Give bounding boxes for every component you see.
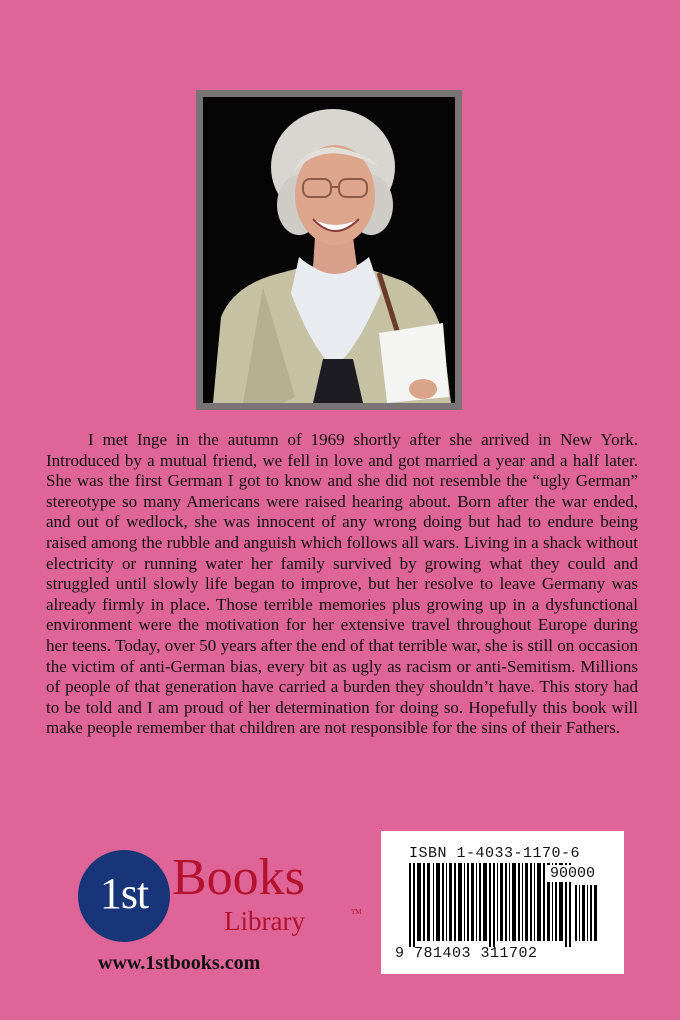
logo-books-text: Books: [172, 849, 305, 906]
logo-library-text: Library: [224, 906, 305, 936]
author-portrait-image: [203, 97, 455, 403]
logo-trademark: TM: [351, 908, 362, 916]
logo-circle-1st: 1st: [78, 850, 170, 942]
publisher-website: www.1stbooks.com: [98, 952, 261, 974]
author-photo: [203, 97, 455, 403]
back-cover-blurb: I met Inge in the autumn of 1969 shortly after she arrived in New York. Introduced by a mutual friend, we fell in love and got married a year and a half later. She was the first German I got to know and she did not resemble the “ugly German” stereotype so many Americans were raised hearing about. Born after the war ended, and out of wedlock, she was innocent of any wrong doing but had to endure being raised among the rubble and anguish which follows all wars. Living in a shack without electricity or running water her family survived by growing what they could and struggled until slowly life began to improve, but her resolve to leave Germany was already firmly in place. Those terrible memories plus growing up in a dysfunctional environment were the motivation for her extensive travel throughout Europe during her teens. Today, over 50 years after the end of that terrible war, she is still on occasion the victim of anti-German bias, every bit as ugly as racism or anti-Semitism. Millions of people of that generation have carried a burden they shouldn’t have. This story had to be told and I am proud of her determination for doing so. Hopefully this book will make people remember that children are not responsible for the sins of their Fathers.: [46, 430, 638, 738]
author-photo-frame: [196, 90, 462, 410]
isbn-barcode-box: [381, 831, 624, 974]
isbn-number: ISBN 1-4033-1170-6: [409, 845, 581, 862]
ean-digits: 9 781403 311702: [395, 945, 538, 962]
price-code: 90000: [547, 865, 598, 882]
